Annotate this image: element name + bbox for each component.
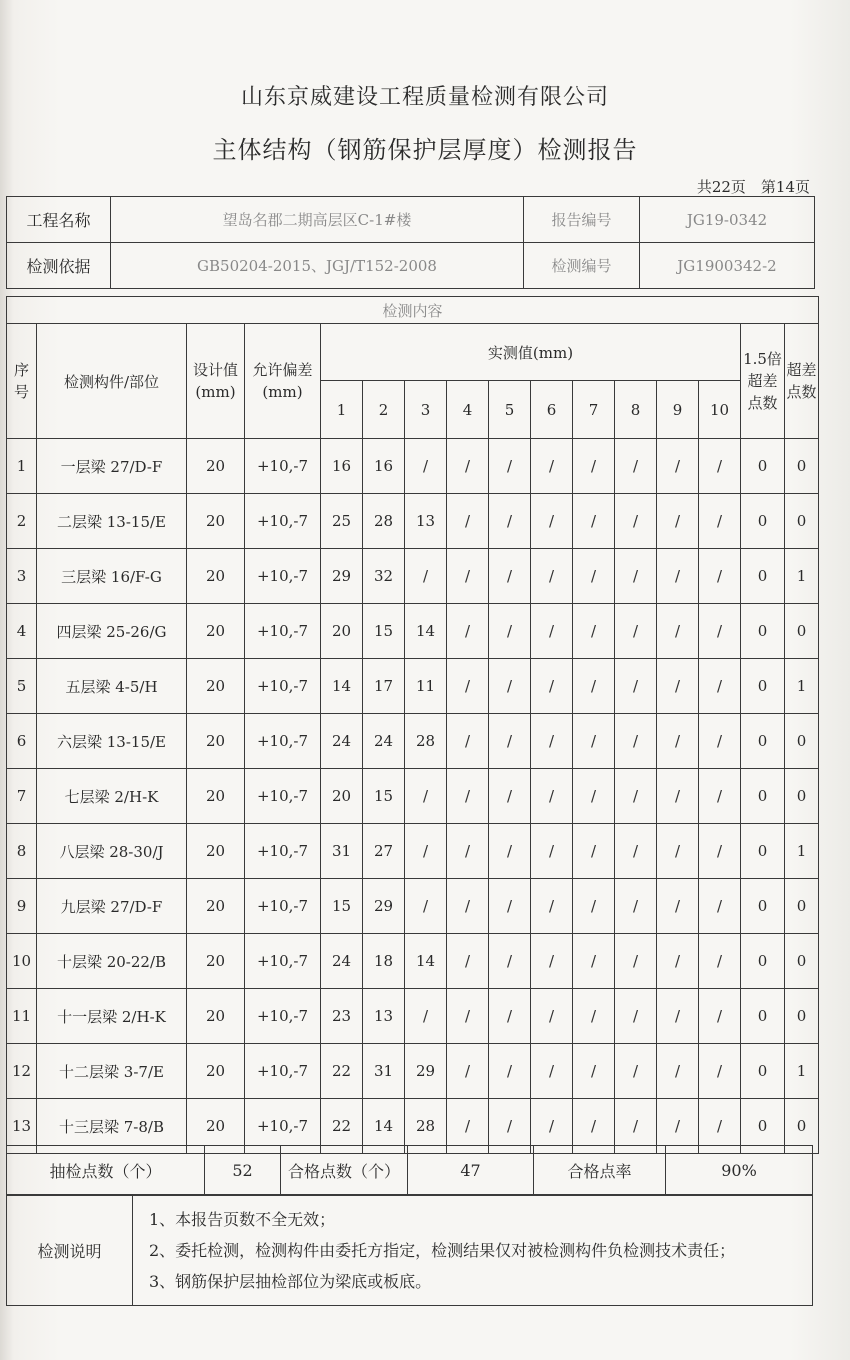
measured-cell: 15 [321,879,363,934]
measured-cell: / [405,769,447,824]
over-cell: 1 [785,659,819,714]
measured-cell: / [573,934,615,989]
measured-cell: / [615,989,657,1044]
report-no-label: 报告编号 [524,197,640,243]
measured-cell: / [573,769,615,824]
design-cell: 20 [187,934,245,989]
measured-cell: / [531,494,573,549]
over-cell: 1 [785,824,819,879]
measured-cell: 28 [405,1099,447,1154]
member-cell: 四层梁 25-26/G [37,604,187,659]
measured-cell: / [657,879,699,934]
measured-cell: / [447,1099,489,1154]
measured-cell: / [489,549,531,604]
design-cell: 20 [187,549,245,604]
allow-cell: +10,-7 [245,549,321,604]
measured-cell: / [657,769,699,824]
measured-cell: / [447,1044,489,1099]
measured-cell: 28 [405,714,447,769]
measured-cell: / [489,604,531,659]
measured-cell: / [615,494,657,549]
note-item: 2、委托检测，检测构件由委托方指定，检测结果仅对被检测构件负检测技术责任； [149,1241,736,1260]
measured-cell: / [615,879,657,934]
member-cell: 三层梁 16/F-G [37,549,187,604]
over-cell: 0 [785,604,819,659]
seq-cell: 9 [7,879,37,934]
project-name-value: 望岛名郡二期高层区C-1#楼 [111,197,524,243]
measured-cell: / [657,824,699,879]
allow-cell: +10,-7 [245,604,321,659]
measured-cell: / [489,659,531,714]
measured-cell: / [573,549,615,604]
measured-cell: / [531,714,573,769]
measured-cell: / [615,659,657,714]
measured-cell: / [447,879,489,934]
measured-cell: / [615,1044,657,1099]
measured-cell: 13 [363,989,405,1044]
measured-cell: / [489,989,531,1044]
measured-cell: 22 [321,1044,363,1099]
measured-cell: / [447,824,489,879]
table-row [7,824,819,879]
measure-col-header: 3 [405,381,447,439]
measured-cell: / [615,824,657,879]
member-cell: 六层梁 13-15/E [37,714,187,769]
measured-cell: / [657,714,699,769]
over-15x-cell: 0 [741,714,785,769]
measured-cell: / [615,934,657,989]
allow-cell: +10,-7 [245,1044,321,1099]
member-cell: 五层梁 4-5/H [37,659,187,714]
measured-cell: / [615,714,657,769]
measured-cell: / [531,659,573,714]
measure-col-header: 9 [657,381,699,439]
measured-cell: / [699,439,741,494]
measured-cell: / [489,439,531,494]
measured-cell: / [405,879,447,934]
seq-cell: 5 [7,659,37,714]
seq-cell: 11 [7,989,37,1044]
project-info-table [6,196,815,289]
allow-cell: +10,-7 [245,659,321,714]
measurement-rows [7,439,819,1154]
measured-cell: / [573,824,615,879]
col-over-header: 超差点数 [785,324,819,439]
measured-cell: / [657,604,699,659]
member-cell: 七层梁 2/H-K [37,769,187,824]
over-cell: 0 [785,934,819,989]
allow-cell: +10,-7 [245,824,321,879]
measured-cell: / [489,934,531,989]
passed-value: 47 [408,1146,534,1195]
measure-col-header: 6 [531,381,573,439]
measured-cell: / [531,989,573,1044]
design-cell: 20 [187,824,245,879]
measured-cell: / [699,659,741,714]
measured-cell: / [657,989,699,1044]
measured-cell: / [531,934,573,989]
measured-cell: / [573,714,615,769]
summary-row [7,1146,813,1195]
design-cell: 20 [187,439,245,494]
measured-cell: 16 [321,439,363,494]
measured-cell: 23 [321,989,363,1044]
measured-cell: / [489,1044,531,1099]
measure-col-header: 7 [573,381,615,439]
allow-cell: +10,-7 [245,714,321,769]
over-cell: 0 [785,1099,819,1154]
seq-cell: 3 [7,549,37,604]
rate-label: 合格点率 [534,1146,666,1195]
note-item: 3、钢筋保护层抽检部位为梁底或板底。 [149,1272,432,1291]
measured-cell: / [699,1099,741,1154]
measurement-table [6,296,819,1154]
measured-cell: / [699,549,741,604]
sampled-value: 52 [205,1146,281,1195]
measured-cell: / [405,989,447,1044]
table-row [7,604,819,659]
measured-cell: 15 [363,604,405,659]
measured-cell: 14 [321,659,363,714]
measured-cell: / [447,989,489,1044]
over-15x-cell: 0 [741,494,785,549]
seq-cell: 4 [7,604,37,659]
allow-cell: +10,-7 [245,1099,321,1154]
measured-cell: 20 [321,769,363,824]
measured-cell: / [699,824,741,879]
design-cell: 20 [187,769,245,824]
notes-list [133,1196,813,1306]
measured-cell: / [573,439,615,494]
table-row [7,549,819,604]
measured-cell: / [699,989,741,1044]
measured-cell: / [489,824,531,879]
over-15x-cell: 0 [741,549,785,604]
notes-row [7,1196,813,1306]
measure-col-header: 1 [321,381,363,439]
measured-cell: 14 [405,604,447,659]
measured-cell: / [489,494,531,549]
col-allow-header: 允许偏差(mm) [245,324,321,439]
allow-cell: +10,-7 [245,494,321,549]
over-15x-cell: 0 [741,1099,785,1154]
measured-cell: 31 [363,1044,405,1099]
measured-cell: 14 [363,1099,405,1154]
col-design-header: 设计值(mm) [187,324,245,439]
test-no-label: 检测编号 [524,243,640,289]
design-cell: 20 [187,879,245,934]
col-15x-header: 1.5倍超差点数 [741,324,785,439]
measured-cell: 31 [321,824,363,879]
basis-label: 检测依据 [7,243,111,289]
measured-cell: / [531,1044,573,1099]
project-info-row [7,243,815,289]
table-row [7,439,819,494]
measured-cell: 20 [321,604,363,659]
table-row [7,494,819,549]
measured-cell: / [447,549,489,604]
header-row [7,324,819,381]
measured-cell: / [573,659,615,714]
member-cell: 十层梁 20-22/B [37,934,187,989]
measured-cell: / [531,1099,573,1154]
over-15x-cell: 0 [741,989,785,1044]
measured-cell: / [447,604,489,659]
section-title: 检测内容 [7,297,819,324]
measured-cell: / [447,439,489,494]
measured-cell: / [447,769,489,824]
measured-cell: / [699,1044,741,1099]
measured-cell: / [657,1099,699,1154]
measured-cell: / [615,769,657,824]
measured-cell: / [657,549,699,604]
note-item: 1、本报告页数不全无效； [149,1210,336,1229]
table-row [7,1044,819,1099]
over-15x-cell: 0 [741,439,785,494]
measured-cell: / [531,549,573,604]
measured-cell: / [573,1044,615,1099]
test-no-value: JG1900342-2 [640,243,815,289]
company-name: 山东京威建设工程质量检测有限公司 [240,85,609,110]
member-cell: 十一层梁 2/H-K [37,989,187,1044]
measured-cell: / [573,879,615,934]
measured-cell: / [489,1099,531,1154]
measured-cell: 32 [363,549,405,604]
measured-cell: / [531,824,573,879]
measured-cell: 28 [363,494,405,549]
member-cell: 十二层梁 3-7/E [37,1044,187,1099]
seq-cell: 10 [7,934,37,989]
table-row [7,714,819,769]
measured-cell: 15 [363,769,405,824]
over-cell: 0 [785,494,819,549]
measured-cell: / [489,879,531,934]
seq-cell: 2 [7,494,37,549]
col-member-header: 检测构件/部位 [37,324,187,439]
measured-cell: 16 [363,439,405,494]
measured-cell: / [573,989,615,1044]
seq-cell: 13 [7,1099,37,1154]
notes-label: 检测说明 [7,1196,133,1306]
project-name-label: 工程名称 [7,197,111,243]
measured-cell: / [699,769,741,824]
section-row [7,297,819,324]
over-cell: 0 [785,439,819,494]
measure-col-header: 8 [615,381,657,439]
member-cell: 十三层梁 7-8/B [37,1099,187,1154]
summary-table [6,1145,813,1195]
measured-cell: / [657,494,699,549]
over-15x-cell: 0 [741,824,785,879]
measured-cell: 24 [363,714,405,769]
measured-cell: / [615,604,657,659]
over-15x-cell: 0 [741,659,785,714]
measured-cell: / [699,604,741,659]
table-row [7,989,819,1044]
measured-cell: 24 [321,934,363,989]
measured-cell: 17 [363,659,405,714]
measured-cell: 22 [321,1099,363,1154]
over-15x-cell: 0 [741,879,785,934]
member-cell: 一层梁 27/D-F [37,439,187,494]
seq-cell: 1 [7,439,37,494]
measured-cell: / [573,494,615,549]
design-cell: 20 [187,1044,245,1099]
measured-cell: / [573,1099,615,1154]
member-cell: 九层梁 27/D-F [37,879,187,934]
measured-cell: / [615,549,657,604]
measured-cell: 25 [321,494,363,549]
measured-cell: 29 [363,879,405,934]
design-cell: 20 [187,604,245,659]
page-info: 共22页 第14页 [696,178,810,196]
seq-cell: 6 [7,714,37,769]
over-15x-cell: 0 [741,934,785,989]
table-row [7,659,819,714]
measured-cell: / [489,714,531,769]
over-15x-cell: 0 [741,769,785,824]
measured-cell: 24 [321,714,363,769]
measured-cell: 29 [405,1044,447,1099]
allow-cell: +10,-7 [245,439,321,494]
measured-cell: / [531,439,573,494]
measured-cell: / [699,879,741,934]
measured-cell: / [657,1044,699,1099]
seq-cell: 8 [7,824,37,879]
over-cell: 0 [785,879,819,934]
measured-cell: / [615,439,657,494]
over-cell: 0 [785,989,819,1044]
design-cell: 20 [187,1099,245,1154]
measured-cell: / [447,934,489,989]
over-15x-cell: 0 [741,604,785,659]
design-cell: 20 [187,659,245,714]
measured-cell: / [405,824,447,879]
allow-cell: +10,-7 [245,769,321,824]
seq-cell: 7 [7,769,37,824]
measured-cell: / [405,439,447,494]
measured-cell: 11 [405,659,447,714]
passed-label: 合格点数（个） [281,1146,408,1195]
measured-cell: / [699,714,741,769]
project-info-row [7,197,815,243]
measure-col-header: 10 [699,381,741,439]
notes-table [6,1195,813,1306]
member-cell: 二层梁 13-15/E [37,494,187,549]
measured-cell: / [447,494,489,549]
allow-cell: +10,-7 [245,879,321,934]
measured-cell: 18 [363,934,405,989]
measured-cell: 13 [405,494,447,549]
measured-cell: / [657,439,699,494]
table-row [7,769,819,824]
measure-col-header: 2 [363,381,405,439]
basis-value: GB50204-2015、JGJ/T152-2008 [111,243,524,289]
measured-cell: / [447,714,489,769]
member-cell: 八层梁 28-30/J [37,824,187,879]
report-title: 主体结构（钢筋保护层厚度）检测报告 [212,136,638,164]
sampled-label: 抽检点数（个） [7,1146,205,1195]
measured-cell: 29 [321,549,363,604]
col-seq-header: 序号 [7,324,37,439]
measured-cell: / [531,769,573,824]
design-cell: 20 [187,989,245,1044]
allow-cell: +10,-7 [245,989,321,1044]
design-cell: 20 [187,714,245,769]
over-cell: 1 [785,1044,819,1099]
report-no-value: JG19-0342 [640,197,815,243]
over-cell: 0 [785,714,819,769]
measured-cell: / [573,604,615,659]
measured-cell: / [699,494,741,549]
measured-cell: / [531,879,573,934]
table-row [7,879,819,934]
measured-cell: 14 [405,934,447,989]
seq-cell: 12 [7,1044,37,1099]
rate-value: 90% [666,1146,813,1195]
over-15x-cell: 0 [741,1044,785,1099]
measured-cell: / [657,934,699,989]
allow-cell: +10,-7 [245,934,321,989]
measured-cell: / [657,659,699,714]
measured-cell: / [447,659,489,714]
over-cell: 0 [785,769,819,824]
table-row [7,934,819,989]
measured-cell: / [405,549,447,604]
measured-cell: 27 [363,824,405,879]
measured-cell: / [531,604,573,659]
over-cell: 1 [785,549,819,604]
design-cell: 20 [187,494,245,549]
measure-col-header: 5 [489,381,531,439]
col-measured-header: 实测值(mm) [321,324,741,381]
measure-col-header: 4 [447,381,489,439]
measured-cell: / [615,1099,657,1154]
measured-cell: / [699,934,741,989]
measured-cell: / [489,769,531,824]
